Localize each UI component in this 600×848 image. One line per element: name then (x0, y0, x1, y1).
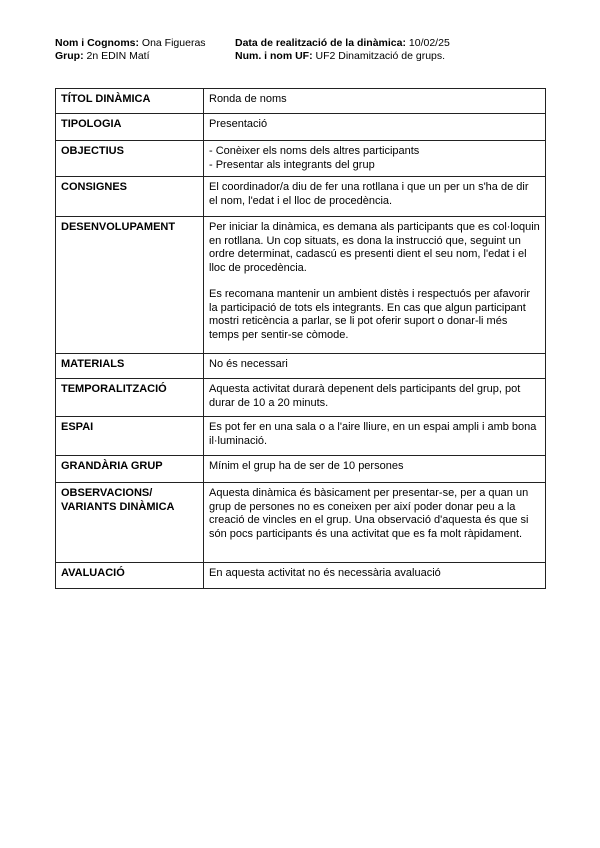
table-row (56, 141, 546, 177)
text-line: Es pot fer en una sala o a l'aire lliure, en un espai ampli i amb bona il·luminació. (209, 421, 537, 447)
row-value (204, 217, 546, 354)
text-line: El coordinador/a diu de fer una rotllana i que un per un s'ha de dir el nom, l'edat i el lloc de procedència. (209, 181, 529, 207)
row-label: TIPOLOGIA (56, 114, 204, 141)
group-label: Grup: (55, 50, 84, 62)
row-label: MATERIALS (56, 354, 204, 379)
text-line: Mínim el grup ha de ser de 10 persones (209, 460, 404, 472)
uf-label: Num. i nom UF: (235, 50, 313, 62)
row-value (204, 89, 546, 114)
row-value (204, 379, 546, 417)
row-value (204, 483, 546, 563)
text-line: Ronda de noms (209, 93, 287, 105)
text-line: - Presentar als integrants del grup (209, 158, 375, 171)
table-row (56, 177, 546, 217)
row-value (204, 456, 546, 483)
table-row (56, 114, 546, 141)
date-value: 10/02/25 (408, 37, 450, 49)
uf-value: UF2 Dinamització de grups. (315, 50, 446, 62)
row-label: AVALUACIÓ (56, 563, 204, 589)
student-info (55, 37, 206, 63)
activity-info (235, 37, 450, 63)
table-row (56, 89, 546, 114)
text-line: No és necessari (209, 358, 288, 370)
row-label: TÍTOL DINÀMICA (56, 89, 204, 114)
text-line: Aquesta dinàmica és bàsicament per presentar-se, per a quan un grup de persones no es coneixen per així poder donar peu a la creació de vincles en el grup. Una observació d'aquesta és que si són pocs participants és una activitat que es fa molt ràpidament. (209, 487, 529, 540)
row-label: ESPAI (56, 417, 204, 456)
table-row (56, 354, 546, 379)
table-row (56, 563, 546, 589)
paragraph: Per iniciar la dinàmica, es demana als participants que es col·loquin en rotllana. Un cop situats, es dona la instrucció que, seguint un ordre determinat, cadascú es presenti dient el seu nom, l'edat i el lloc de procedència. (209, 221, 540, 274)
table-row (56, 483, 546, 563)
row-value (204, 141, 546, 177)
row-value (204, 417, 546, 456)
group-value: 2n EDIN Matí (86, 50, 150, 62)
text-line: Presentació (209, 118, 268, 130)
row-label: GRANDÀRIA GRUP (56, 456, 204, 483)
row-value (204, 177, 546, 217)
row-label: TEMPORALITZACIÓ (56, 379, 204, 417)
row-value (204, 354, 546, 379)
text-line: En aquesta activitat no és necessària avaluació (209, 567, 441, 579)
row-value (204, 563, 546, 589)
dynamic-sheet-table (55, 88, 546, 589)
row-label: CONSIGNES (56, 177, 204, 217)
row-label: OBJECTIUS (56, 141, 204, 177)
table-row (56, 456, 546, 483)
row-value (204, 114, 546, 141)
text-line: Aquesta activitat durarà depenent dels participants del grup, pot durar de 10 a 20 minuts. (209, 383, 521, 409)
paragraph: Es recomana mantenir un ambient distès i respectuós per afavorir la participació de tots els integrants. En cas que algun participant mostri reticència a parlar, se li pot oferir suport o donar-li més temps per sentir-se còmode. (209, 288, 530, 341)
date-label: Data de realització de la dinàmica: (235, 37, 406, 49)
name-label: Nom i Cognoms: (55, 37, 139, 49)
table-row (56, 417, 546, 456)
text-line: - Conèixer els noms dels altres participants (209, 145, 420, 157)
table-row (56, 217, 546, 354)
row-label: OBSERVACIONS/ VARIANTS DINÀMICA (56, 483, 204, 563)
row-label: DESENVOLUPAMENT (56, 217, 204, 354)
name-value: Ona Figueras (141, 37, 206, 49)
table-row (56, 379, 546, 417)
